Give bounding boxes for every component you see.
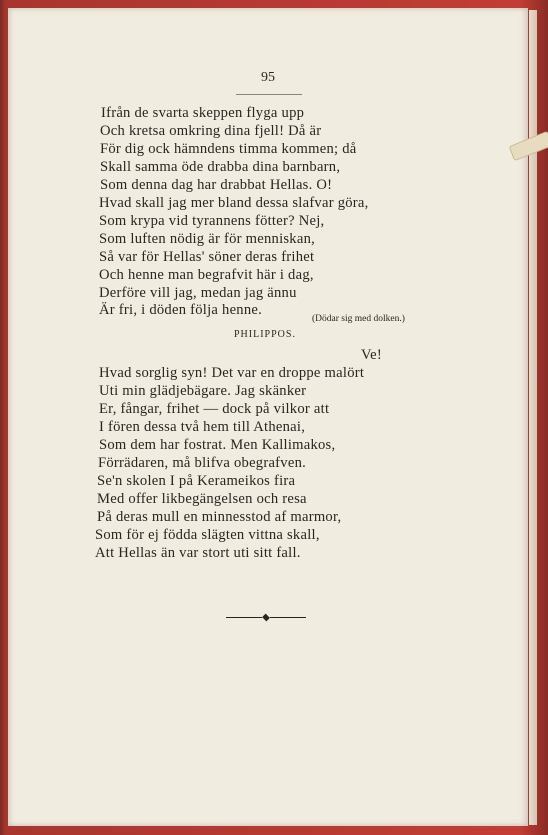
verse-line: Som denna dag har drabbat Hellas. O! [100,177,333,193]
page-number: 95 [261,70,275,85]
verse-line: Och henne man begrafvit här i dag, [99,267,314,283]
speaker-name: PHILIPPOS. [234,329,296,340]
verse-line: Med offer likbegängelsen och resa [97,491,307,507]
verse-line: Derföre vill jag, medan jag ännu [99,285,297,301]
stage-direction: (Dödar sig med dolken.) [312,314,405,324]
verse-line: Är fri, i döden följa henne. [99,302,263,318]
verse-line: Som för ej födda slägten vittna skall, [95,527,320,543]
verse-line: Förrädaren, må blifva obegrafven. [98,455,307,471]
verse-line: Ifrån de svarta skeppen flyga upp [101,105,305,121]
exclamation: Ve! [361,347,383,363]
verse-line: Så var för Hellas' söner deras frihet [99,249,315,265]
verse-line: Er, fångar, frihet — dock på vilkor att [99,401,330,417]
verse-line: I fören dessa två hem till Athenai, [99,419,306,435]
verse-line: Som dem har fostrat. Men Kallimakos, [99,437,336,453]
verse-line: Uti min glädjebägare. Jag skänker [99,383,307,399]
verse-line: Se'n skolen I på Kerameikos fira [97,473,296,489]
verse-line: För dig ock hämndens timma kommen; då [100,141,357,157]
verse-line: Hvad skall jag mer bland dessa slafvar göra, [99,195,369,211]
book-page [8,8,528,826]
verse-line: Som krypa vid tyrannens fötter? Nej, [99,213,325,229]
verse-line: Att Hellas än var stort uti sitt fall. [95,545,301,561]
verse-line: På deras mull en minnesstod af marmor, [97,509,342,525]
end-ornament [226,615,306,621]
verse-line: Skall samma öde drabba dina barnbarn, [100,159,341,175]
page-edge [529,10,537,825]
verse-line: Hvad sorglig syn! Det var en droppe malört [99,365,365,381]
verse-line: Som luften nödig är för menniskan, [99,231,316,247]
verse-line: Och kretsa omkring dina fjell! Då är [100,123,322,139]
header-rule [236,94,302,95]
